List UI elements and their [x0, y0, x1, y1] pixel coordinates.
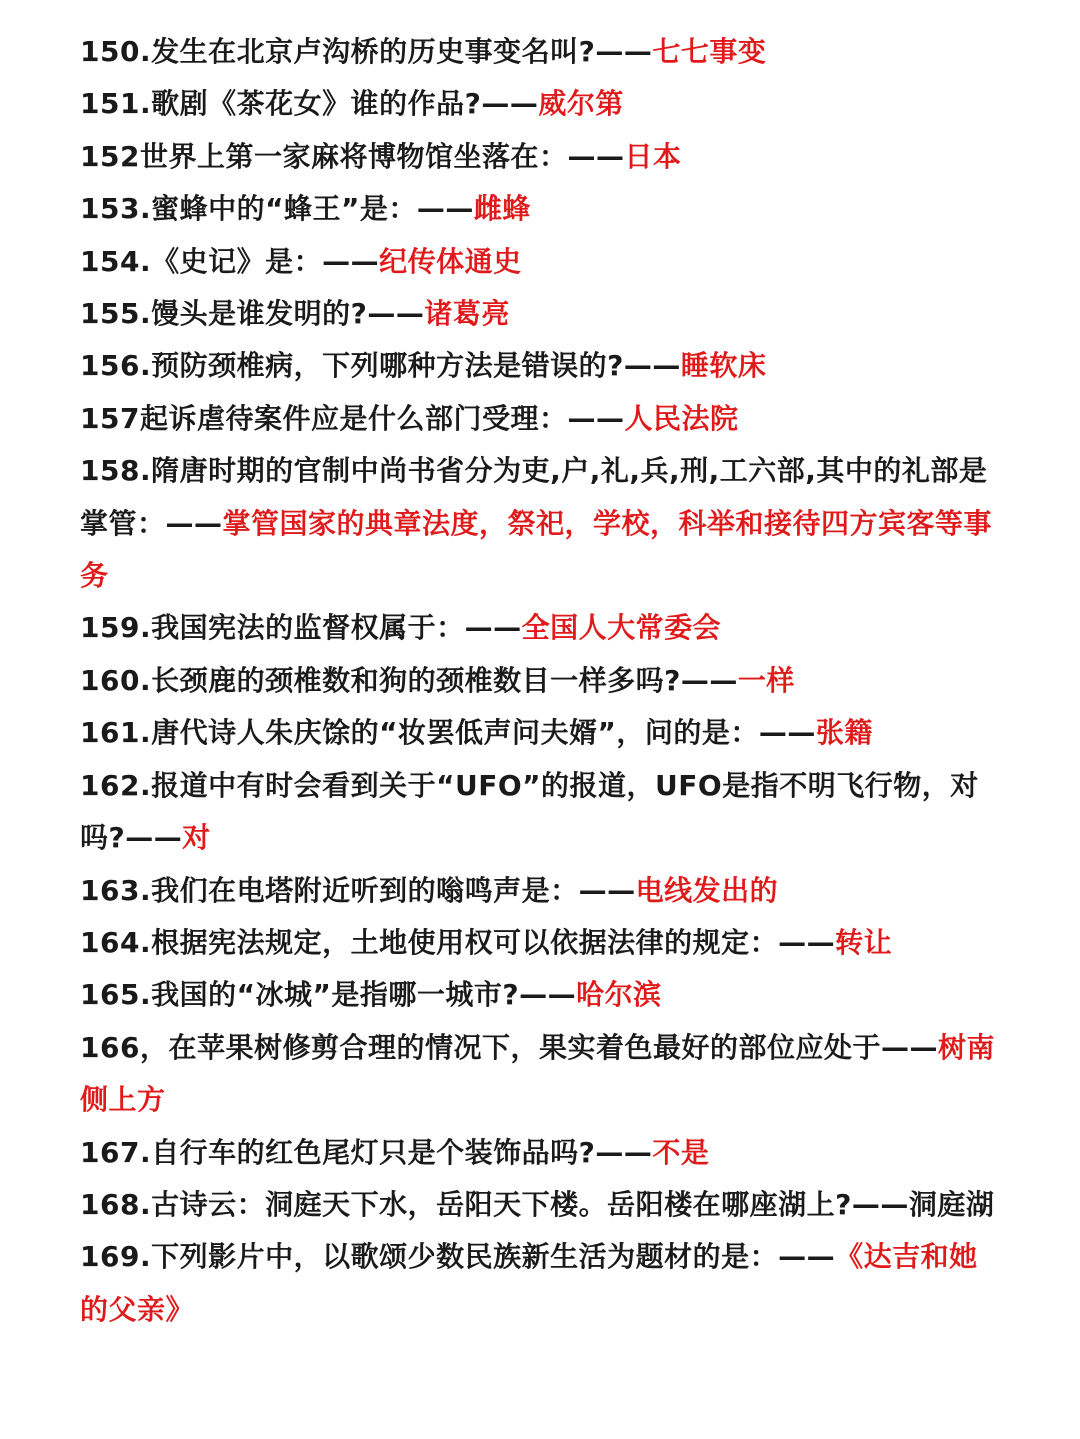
answer-text: 七七事变: [652, 35, 767, 68]
answer-text: 转让: [835, 925, 893, 959]
quiz-item-161: [80, 707, 1000, 759]
question-text: 169.下列影片中，以歌颂少数民族新生活为题材的是：——: [80, 1240, 836, 1274]
answer-text: 洞庭湖: [908, 1187, 995, 1221]
quiz-item-156: [80, 340, 1000, 392]
question-text: 158.隋唐时期的官制中尚书省分为吏,户,礼,兵,刑,工六部,其中的礼部是掌管：——: [80, 454, 988, 540]
question-text: 168.古诗云：洞庭天下水，岳阳天下楼。岳阳楼在哪座湖上?——: [80, 1187, 909, 1221]
quiz-item-162: [80, 760, 1000, 865]
answer-text: 掌管国家的典章法度，祭祀，学校，科举和接待四方宾客等事务: [80, 506, 993, 593]
quiz-item-154: [80, 236, 1000, 288]
quiz-item-153: [80, 183, 1000, 235]
question-text: 166，在苹果树修剪合理的情况下，果实着色最好的部位应处于——: [80, 1030, 938, 1064]
quiz-item-152: [80, 131, 1000, 183]
answer-text: 不是: [652, 1135, 710, 1169]
answer-text: 雌蜂: [473, 192, 531, 226]
quiz-item-155: [80, 288, 1000, 340]
question-text: 164.根据宪法规定，土地使用权可以依据法律的规定：——: [80, 925, 836, 959]
question-text: 156.预防颈椎病，下列哪种方法是错误的?——: [80, 349, 681, 383]
question-text: 152世界上第一家麻将博物馆坐落在：——: [80, 139, 625, 173]
quiz-item-159: [80, 602, 1000, 654]
question-text: 162.报道中有时会看到关于“UFO”的报道，UFO是指不明飞行物，对吗?——: [80, 768, 979, 855]
answer-text: 睡软床: [680, 349, 767, 383]
quiz-item-167: [80, 1127, 1000, 1179]
quiz-item-164: [80, 917, 1000, 969]
answer-text: 日本: [624, 139, 682, 173]
quiz-item-166: [80, 1022, 1000, 1127]
question-text: 150.发生在北京卢沟桥的历史事变名叫?——: [80, 35, 653, 68]
quiz-item-160: [80, 655, 1000, 707]
question-text: 167.自行车的红色尾灯只是个装饰品吗?——: [80, 1135, 653, 1169]
answer-text: 诸葛亮: [424, 297, 510, 331]
quiz-item-151: [80, 78, 1000, 130]
answer-text: 纪传体通史: [379, 244, 522, 278]
quiz-item-163: [80, 865, 1000, 917]
quiz-item-165: [80, 969, 1000, 1021]
answer-text: 一样: [737, 663, 795, 697]
question-text: 163.我们在电塔附近听到的嗡鸣声是：——: [80, 873, 636, 907]
quiz-item-157: [80, 393, 1000, 445]
question-text: 154.《史记》是：——: [80, 244, 380, 278]
quiz-item-158: [80, 445, 1000, 602]
answer-text: 对: [182, 821, 211, 855]
answer-text: 张籍: [815, 716, 873, 750]
quiz-item-169: [80, 1231, 1000, 1336]
question-text: 155.馒头是谁发明的?——: [80, 297, 425, 331]
question-text: 159.我国宪法的监督权属于：——: [80, 611, 522, 645]
answer-text: 哈尔滨: [576, 978, 662, 1012]
quiz-item-150: [80, 26, 1000, 78]
answer-text: 电线发出的: [635, 873, 779, 907]
question-text: 165.我国的“冰城”是指哪一城市?——: [80, 978, 577, 1012]
answer-text: 全国人大常委会: [521, 611, 722, 645]
question-text: 160.长颈鹿的颈椎数和狗的颈椎数目一样多吗?——: [80, 663, 738, 697]
answer-text: 威尔第: [538, 87, 624, 121]
quiz-item-168: [80, 1179, 1000, 1231]
answer-text: 人民法院: [624, 401, 739, 435]
answer-text: 《达吉和她的父亲》: [80, 1240, 978, 1326]
question-text: 153.蜜蜂中的“蜂王”是：——: [80, 192, 474, 226]
question-text: 157起诉虐待案件应是什么部门受理：——: [80, 401, 625, 435]
quiz-list: [80, 26, 1000, 1336]
question-text: 151.歌剧《茶花女》谁的作品?——: [80, 87, 539, 121]
question-text: 161.唐代诗人朱庆馀的“妆罢低声问夫婿”，问的是：——: [80, 716, 816, 750]
answer-text: 树南侧上方: [80, 1030, 995, 1117]
